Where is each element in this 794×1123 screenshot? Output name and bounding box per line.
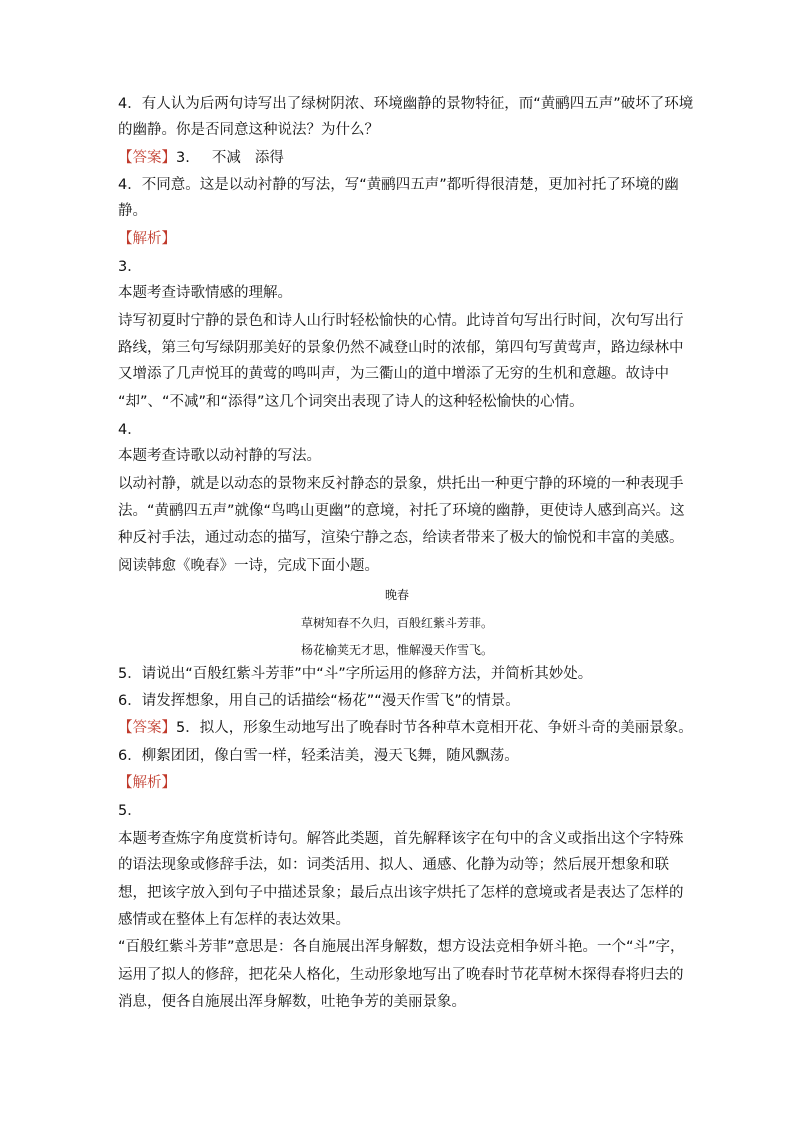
analysis-4-line-3: 种反衬手法，通过动态的描写，渲染宁静之态，给读者带来了极大的愉悦和丰富的美感。 [118,530,684,546]
answer-number-3: 3. [176,150,190,166]
question-6: 6．请发挥想象，用自己的话描绘“杨花”“漫天作雪飞”的情景。 [118,693,520,709]
analysis-3-line-2: 路线，第三句写绿阴那美好的景象仍然不减登山时的浓郁，第四句写黄莺声，路边绿林中 [118,340,684,356]
question-5: 5．请说出“百般红紫斗芳菲”中“斗”字所运用的修辞方法，并简析其妙处。 [118,666,593,682]
analysis2-number-5: 5． [118,803,142,819]
question-4-line-2: 的幽静。你是否同意这种说法？为什么？ [118,122,379,138]
answer2-text-1: 5．拟人，形象生动地写出了晚春时节各种草木竟相开花、争妍斗奇的美丽景象。 [176,720,693,736]
analysis2-line-7: 消息，便各自施展出浑身解数，吐艳争芳的美丽景象。 [118,994,466,1010]
analysis2-line-3: 想，把该字放入到句子中描述景象；最后点出该字烘托了怎样的意境或者是表达了怎样的 [118,885,684,901]
analysis2-line-1: 本题考查炼字角度赏析诗句。解答此类题，首先解释该字在句中的含义或指出这个字特殊 [118,831,684,847]
analysis2-line-4: 感情或在整体上有怎样的表达效果。 [118,912,350,928]
question-4-line-1: 4．有人认为后两句诗写出了绿树阴浓、环境幽静的景物特征，而“黄鹂四五声”破坏了环境 [118,96,694,112]
poem-title: 晚春 [384,588,409,602]
analysis-3-title: 本题考查诗歌情感的理解。 [118,285,292,301]
analysis2-line-5: “百般红紫斗芳菲”意思是：各自施展出浑身解数，想方设法竞相争妍斗艳。一个“斗”字， [118,939,685,955]
reading-intro: 阅读韩愈《晚春》一诗，完成下面小题。 [118,558,379,574]
analysis-4-line-1: 以动衬静，就是以动态的景物来反衬静态的景象，烘托出一种更宁静的环境的一种表现手 [118,476,684,492]
answer2-line-2: 6．柳絮团团，像白雪一样，轻柔洁美，漫天飞舞，随风飘荡。 [118,748,519,764]
analysis2-line-2: 的语法现象或修辞手法，如：词类活用、拟人、通感、化静为动等；然后展开想象和联 [118,857,669,873]
analysis-4-line-2: 法。“黄鹂四五声”就像“鸟鸣山更幽”的意境，衬托了环境的幽静，更使诗人感到高兴。这 [118,503,685,519]
analysis2-line-6: 运用了拟人的修辞，把花朵人格化，生动形象地写出了晚春时节花草树木探得春将归去的 [118,967,684,983]
analysis-4-title: 本题考查诗歌以动衬静的写法。 [118,448,321,464]
answer-tag: 【答案】 [118,150,176,166]
analysis-3-line-4: “却”、“不减”和“添得”这几个词突出表现了诗人的这种轻松愉快的心情。 [118,394,584,410]
answer-word-2: 添得 [254,150,284,166]
answer-line-3: 静。 [118,203,147,219]
analysis-number-3: 3． [118,259,142,275]
answer2-line-1 [118,720,693,737]
analysis-3-line-1: 诗写初夏时宁静的景色和诗人山行时轻松愉快的心情。此诗首句写出行时间，次句写出行 [118,313,684,329]
poem-line-2: 杨花榆荚无才思，惟解漫天作雪飞。 [300,643,493,657]
analysis-number-4: 4． [118,422,142,438]
answer2-tag: 【答案】 [118,720,176,736]
analysis-3-line-3: 又增添了几声悦耳的黄莺的鸣叫声，为三衢山的道中增添了无穷的生机和意趣。故诗中 [118,366,669,382]
poem-line-1: 草树知春不久归，百般红紫斗芳菲。 [300,616,493,630]
analysis2-tag: 【解析】 [118,775,176,791]
answer-line-1 [118,150,284,167]
analysis-tag: 【解析】 [118,231,176,247]
answer-word-1: 不减 [211,150,241,166]
answer-line-2: 4．不同意。这是以动衬静的写法，写“黄鹂四五声”都听得很清楚，更加衬托了环境的幽 [118,177,679,193]
